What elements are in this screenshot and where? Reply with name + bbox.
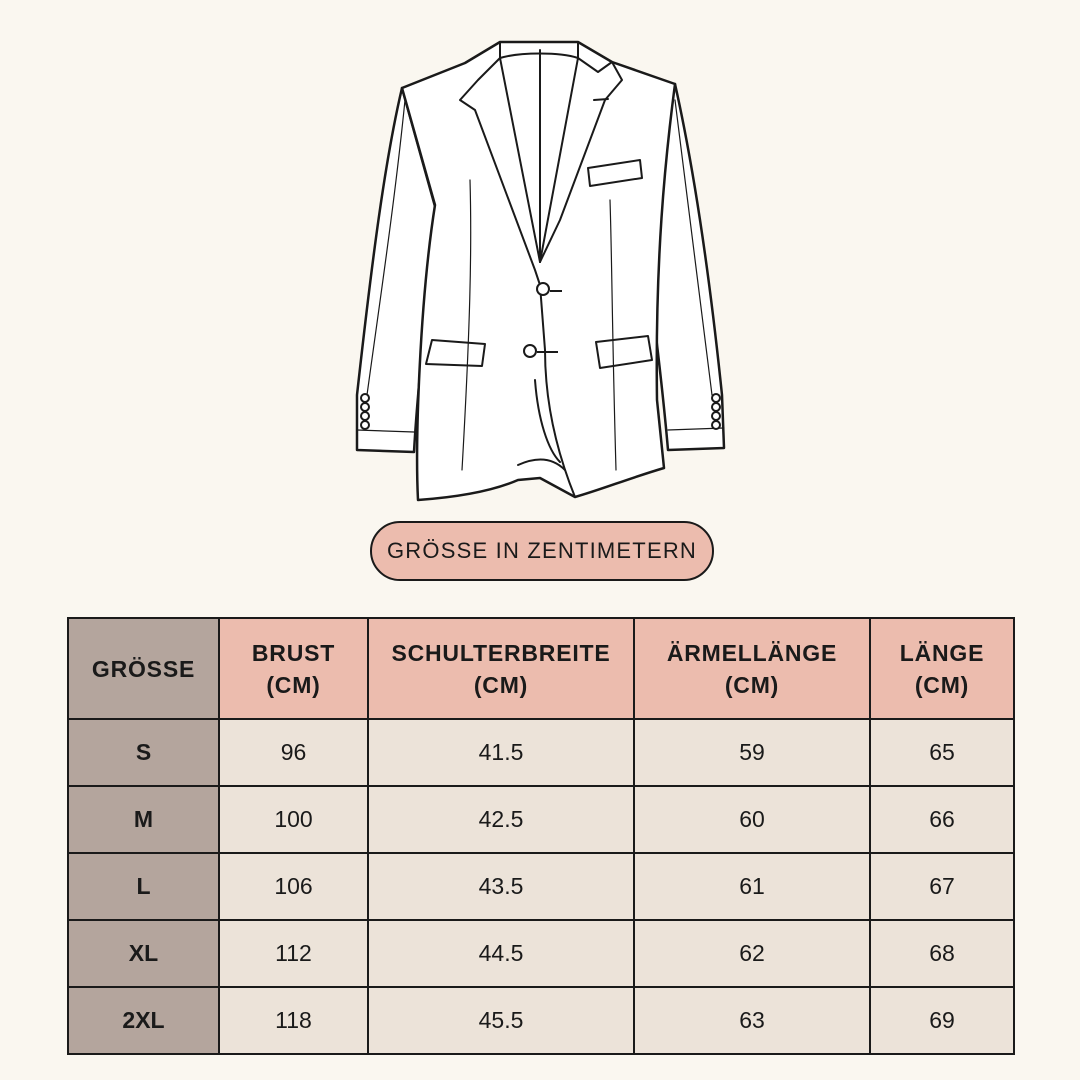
length-cell: 67: [870, 853, 1014, 920]
table-row: [68, 719, 1014, 786]
sleeve-length-cell: 63: [634, 987, 870, 1054]
sleeve-length-cell: 60: [634, 786, 870, 853]
size-cell: M: [68, 786, 219, 853]
sleeve-length-cell: 62: [634, 920, 870, 987]
sleeve-length-cell: 61: [634, 853, 870, 920]
size-cell: L: [68, 853, 219, 920]
length-cell: 68: [870, 920, 1014, 987]
column-header-length: LÄNGE (CM): [870, 618, 1014, 719]
size-cell: 2XL: [68, 987, 219, 1054]
jacket-icon: [340, 28, 740, 508]
shoulder-width-cell: 42.5: [368, 786, 634, 853]
length-cell: 69: [870, 987, 1014, 1054]
chest-cell: 96: [219, 719, 368, 786]
shoulder-width-cell: 41.5: [368, 719, 634, 786]
column-header-chest: BRUST (CM): [219, 618, 368, 719]
column-header-sleeve-length: ÄRMELLÄNGE (CM): [634, 618, 870, 719]
table-row: [68, 786, 1014, 853]
chest-cell: 118: [219, 987, 368, 1054]
shoulder-width-cell: 43.5: [368, 853, 634, 920]
table-header-row: [68, 618, 1014, 719]
table-row: [68, 920, 1014, 987]
length-cell: 66: [870, 786, 1014, 853]
chest-cell: 100: [219, 786, 368, 853]
length-cell: 65: [870, 719, 1014, 786]
chest-cell: 112: [219, 920, 368, 987]
column-header-size: GRÖSSE: [68, 618, 219, 719]
sleeve-length-cell: 59: [634, 719, 870, 786]
table-row: [68, 853, 1014, 920]
chest-cell: 106: [219, 853, 368, 920]
table-row: [68, 987, 1014, 1054]
shoulder-width-cell: 44.5: [368, 920, 634, 987]
size-table: [67, 617, 1015, 1055]
size-unit-badge: GRÖSSE IN ZENTIMETERN: [370, 521, 714, 581]
size-cell: XL: [68, 920, 219, 987]
column-header-shoulder-width: SCHULTERBREITE (CM): [368, 618, 634, 719]
shoulder-width-cell: 45.5: [368, 987, 634, 1054]
size-cell: S: [68, 719, 219, 786]
